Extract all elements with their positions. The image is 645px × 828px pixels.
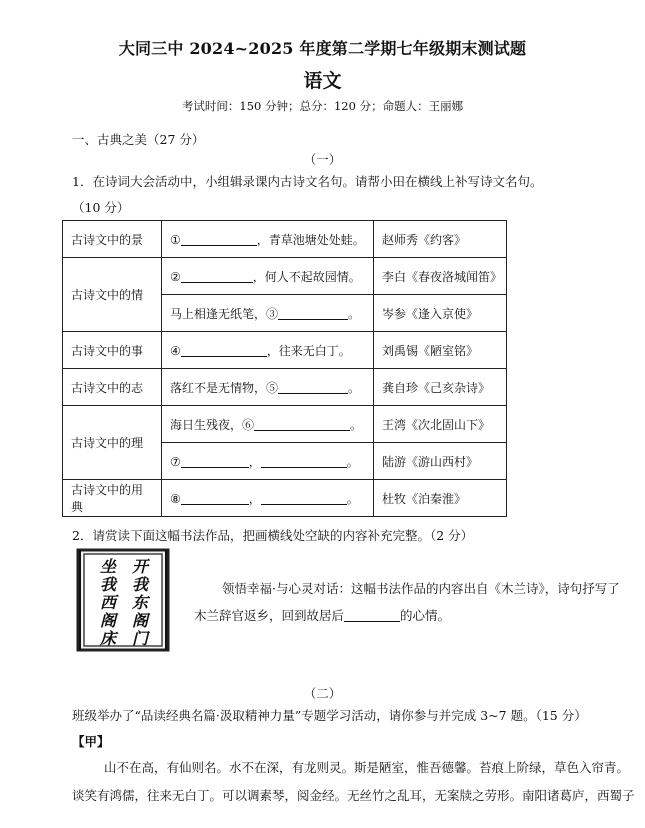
line-cell: ④ ，往来无白丁。 xyxy=(162,332,374,369)
calligraphy-char: 阁 xyxy=(132,611,149,630)
passage-label: 【甲】 xyxy=(72,734,110,749)
subject-title: 语文 xyxy=(303,70,342,92)
line-cell: 马上相逢无纸笔，③ 。 xyxy=(162,295,374,332)
answer-blank[interactable] xyxy=(181,492,249,505)
section-heading: 一、古典之美（27 分） xyxy=(72,132,205,147)
part-label: （二） xyxy=(303,686,342,701)
answer-blank[interactable] xyxy=(181,233,257,246)
category-cell: 古诗文中的情 xyxy=(63,258,162,332)
line-cell: ② ，何人不起故园情。 xyxy=(162,258,374,295)
calligraphy-char: 西 xyxy=(100,593,117,612)
source-cell: 陆游《游山西村》 xyxy=(374,443,507,480)
line-cell: 海日生残夜，⑥ 。 xyxy=(162,406,374,443)
category-cell: 古诗文中的事 xyxy=(63,332,162,369)
answer-blank[interactable] xyxy=(278,307,348,320)
table-row xyxy=(63,221,507,258)
calligraphy-char: 我 xyxy=(100,575,117,594)
table-row xyxy=(63,369,507,406)
source-cell: 赵师秀《约客》 xyxy=(374,221,507,258)
answer-blank[interactable] xyxy=(261,455,347,468)
table-row xyxy=(63,480,507,517)
source-cell: 龚自珍《己亥杂诗》 xyxy=(374,369,507,406)
answer-blank[interactable] xyxy=(261,492,347,505)
question-2-text: 2．请赏读下面这幅书法作品，把画横线处空缺的内容补充完整。（2 分） xyxy=(72,528,474,543)
calligraphy-char: 坐 xyxy=(100,557,117,576)
answer-blank[interactable] xyxy=(344,609,400,622)
calligraphy-scroll xyxy=(76,548,170,652)
calligraphy-image xyxy=(76,548,170,652)
calligraphy-char: 开 xyxy=(132,557,149,576)
calligraphy-char: 我 xyxy=(132,575,149,594)
calligraphy-char: 门 xyxy=(132,629,149,648)
answer-blank[interactable] xyxy=(181,455,249,468)
poem-table xyxy=(62,220,507,517)
line-cell: ⑦ ， 。 xyxy=(162,443,374,480)
category-cell: 古诗文中的理 xyxy=(63,406,162,480)
question-2-description: 领悟幸福·与心灵对话：这幅书法作品的内容出自《木兰诗》，诗句抒写了 xyxy=(222,581,620,596)
source-cell: 杜牧《泊秦淮》 xyxy=(374,480,507,517)
category-cell: 古诗文中的景 xyxy=(63,221,162,258)
answer-blank[interactable] xyxy=(254,418,350,431)
category-cell: 古诗文中的志 xyxy=(63,369,162,406)
calligraphy-char: 东 xyxy=(132,593,149,612)
table-row xyxy=(63,406,507,443)
question-1-text: 1．在诗词大会活动中，小组辑录课内古诗文名句。请帮小田在横线上补写诗文名句。 xyxy=(72,174,543,189)
line-cell: 落红不是无情物，⑤ 。 xyxy=(162,369,374,406)
passage-paragraph: 谈笑有鸿儒，往来无白丁。可以调素琴，阅金经。无丝竹之乱耳，无案牍之劳形。南阳诸葛庐，西蜀子 xyxy=(72,788,635,803)
answer-blank[interactable] xyxy=(181,270,253,283)
question-1-score: （10 分） xyxy=(72,200,130,215)
table-row xyxy=(63,332,507,369)
exam-info: 考试时间：150 分钟；总分：120 分；命题人：王丽娜 xyxy=(181,99,464,113)
passage-paragraph: 山不在高，有仙则名。水不在深，有龙则灵。斯是陋室，惟吾德馨。苔痕上阶绿，草色入帘青。 xyxy=(104,760,630,775)
source-cell: 刘禹锡《陋室铭》 xyxy=(374,332,507,369)
line-cell: ① ，青草池塘处处蛙。 xyxy=(162,221,374,258)
line-cell: ⑧ ， 。 xyxy=(162,480,374,517)
source-cell: 岑参《逢入京使》 xyxy=(374,295,507,332)
exam-title: 大同三中 2024~2025 年度第二学期七年级期末测试题 xyxy=(118,39,527,58)
answer-blank[interactable] xyxy=(181,344,267,357)
calligraphy-char: 阁 xyxy=(100,611,117,630)
category-cell: 古诗文中的用典 xyxy=(63,480,162,517)
question-2-description-cont: 木兰辞官返乡，回到故居后 的心情。 xyxy=(194,608,451,623)
answer-blank[interactable] xyxy=(278,381,348,394)
part-label: （一） xyxy=(303,152,342,167)
calligraphy-char: 床 xyxy=(100,629,117,648)
table-row xyxy=(63,258,507,295)
source-cell: 王湾《次北固山下》 xyxy=(374,406,507,443)
section-2-intro: 班级举办了“品读经典名篇·汲取精神力量”专题学习活动，请你参与并完成 3~7 题。（15 分） xyxy=(72,708,587,723)
source-cell: 李白《春夜洛城闻笛》 xyxy=(374,258,507,295)
